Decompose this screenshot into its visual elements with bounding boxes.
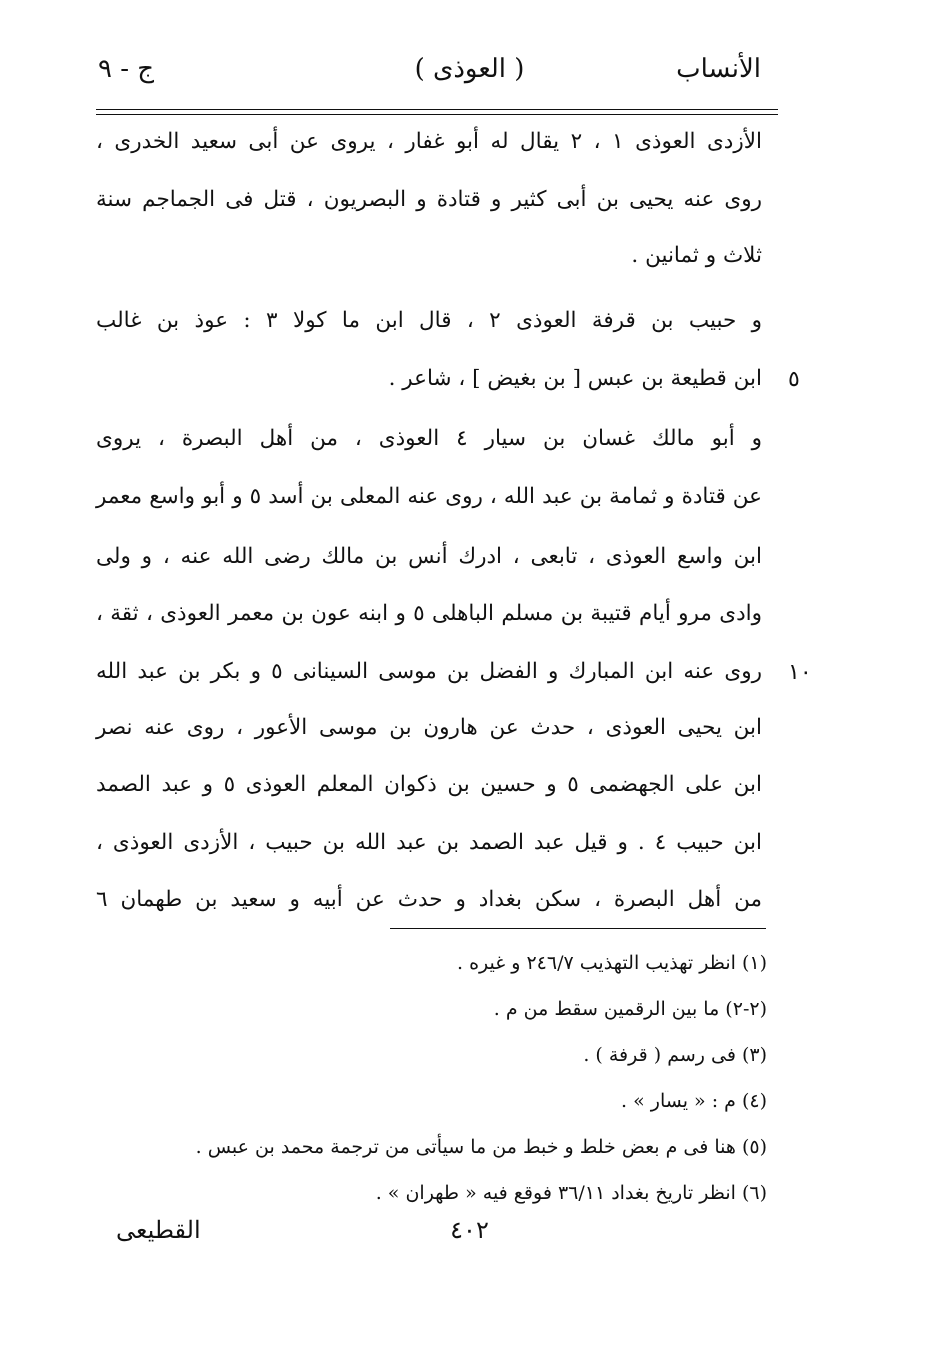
text-line: ثلاث و ثمانين .	[631, 243, 762, 268]
text-line: ابن واسع العوذى ، تابعى ، ادرك أنس بن مالك رضى الله عنه ، و ولى	[96, 544, 762, 569]
page-number: ٤٠٢	[450, 1216, 489, 1244]
header-rule-top	[96, 109, 778, 110]
text-line: ابن قطيعة بن عبس [ بن بغيض ] ، شاعر .	[388, 366, 762, 391]
footnote-rule	[390, 928, 766, 929]
text-line: وادى مرو أيام قتيبة بن مسلم الباهلى ٥ و ابنه عون بن معمر العوذى ، ثقة ،	[96, 601, 762, 626]
text-line: ابن يحيى العوذى ، حدث عن هارون بن موسى الأعور ، روى عنه نصر	[96, 715, 762, 740]
running-head-book-title: الأنساب	[676, 54, 761, 84]
text-line: من أهل البصرة ، سكن بغداد و حدث عن أبيه و سعيد بن طهمان ٦	[96, 887, 762, 912]
footnote: (٣) فى رسم ( قرفة ) .	[583, 1044, 767, 1066]
text-line: ابن حبيب ٤ . و قيل عبد الصمد بن عبد الله بن حبيب ، الأزدى العوذى ،	[96, 830, 762, 855]
footnote: (٦) انظر تاريخ بغداد ٣٦/١١ فوقع فيه « طهران » .	[375, 1182, 767, 1204]
running-head-volume: ج - ٩	[98, 54, 155, 84]
footnote: (٤) م : « يسار » .	[621, 1090, 767, 1112]
line-number-5: ٥	[788, 367, 800, 392]
text-line: و أبو مالك غسان بن سيار ٤ العوذى ، من أهل البصرة ، يروى	[96, 426, 762, 451]
line-number-10: ١٠	[788, 660, 812, 685]
text-line: و حبيب بن قرفة العوذى ٢ ، قال ابن ما كولا ٣ : عوذ بن غالب	[96, 308, 762, 333]
footnote: (٥) هنا فى م بعض خلط و خبط من ما سيأتى من ترجمة محمد بن عبس .	[195, 1136, 767, 1158]
footnote: (٢-٢) ما بين الرقمين سقط من م .	[493, 998, 767, 1020]
text-line: روى عنه ابن المبارك و الفضل بن موسى السينانى ٥ و بكر بن عبد الله	[96, 659, 762, 684]
footnote: (١) انظر تهذيب التهذيب ٢٤٦/٧ و غيره .	[457, 952, 767, 974]
running-head-entry: ( العوذى )	[414, 54, 525, 84]
text-line: ابن على الجهضمى ٥ و حسين بن ذكوان المعلم العوذى ٥ و عبد الصمد	[96, 772, 762, 797]
printer-signature: القطيعى	[116, 1216, 201, 1244]
text-line: روى عنه يحيى بن أبى كثير و قتادة و البصريون ، قتل فى الجماجم سنة	[96, 187, 762, 212]
text-line: الأزدى العوذى ١ ، ٢ يقال له أبو غفار ، يروى عن أبى سعيد الخدرى ،	[96, 129, 762, 154]
text-line: عن قتادة و ثمامة بن عبد الله ، روى عنه المعلى بن أسد ٥ و أبو واسع معمر	[96, 484, 762, 509]
